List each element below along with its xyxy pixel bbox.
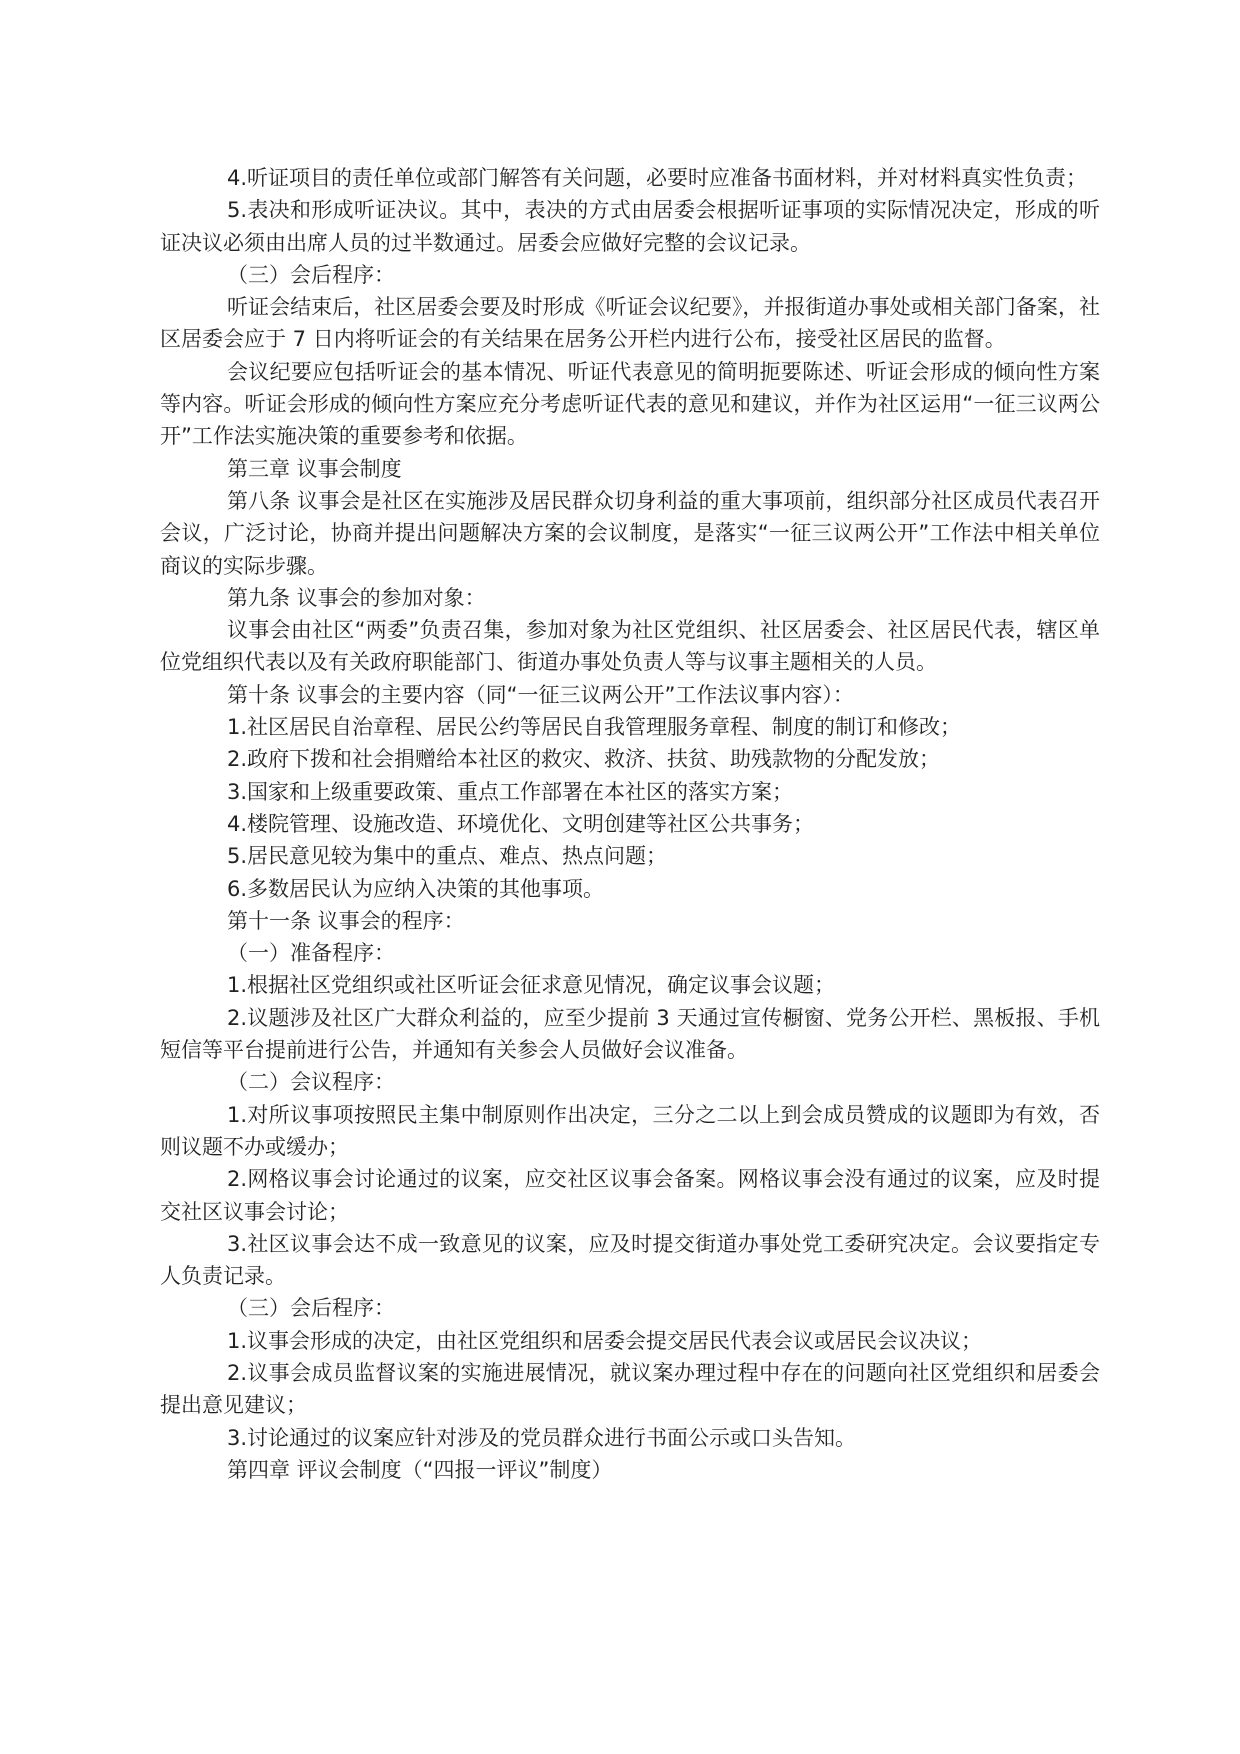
document-page xyxy=(160,162,1100,1486)
section-heading: （二）会议程序： xyxy=(227,1070,395,1095)
list-item: 2.网格议事会讨论通过的议案，应交社区议事会备案。网格议事会没有通过的议案，应及时提交社区议事会讨论； xyxy=(160,1167,1100,1224)
list-item: 4.楼院管理、设施改造、环境优化、文明创建等社区公共事务； xyxy=(227,811,815,836)
paragraph: 5.表决和形成听证决议。其中，表决的方式由居委会根据听证事项的实际情况决定，形成的听证决议必须由出席人员的过半数通过。居委会应做好完整的会议记录。 xyxy=(160,198,1100,255)
section-heading: （三）会后程序： xyxy=(227,1296,395,1321)
paragraph: 4.听证项目的责任单位或部门解答有关问题，必要时应准备书面材料，并对材料真实性负责； xyxy=(227,166,1088,190)
list-item: 5.居民意见较为集中的重点、难点、热点问题； xyxy=(227,844,668,869)
article-paragraph: 第八条 议事会是社区在实施涉及居民群众切身利益的重大事项前，组织部分社区成员代表召开会议，广泛讨论，协商并提出问题解决方案的会议制度，是落实“一征三议两公开”工作法中相关单位商议的实际步骤。 xyxy=(160,488,1100,578)
list-item: 2.议题涉及社区广大群众利益的，应至少提前 3 天通过宣传橱窗、党务公开栏、黑板报、手机短信等平台提前进行公告，并通知有关参会人员做好会议准备。 xyxy=(160,1005,1100,1063)
list-item: 2.议事会成员监督议案的实施进展情况，就议案办理过程中存在的问题向社区党组织和居委会提出意见建议； xyxy=(160,1360,1100,1418)
paragraph: 会议纪要应包括听证会的基本情况、听证代表意见的简明扼要陈述、听证会形成的倾向性方案等内容。听证会形成的倾向性方案应充分考虑听证代表的意见和建议，并作为社区运用“一征三议两公开”工作法实施决策的重要参考和依据。 xyxy=(160,359,1100,449)
list-item: 1.议事会形成的决定，由社区党组织和居委会提交居民代表会议或居民会议决议； xyxy=(227,1328,983,1353)
article-paragraph: 第十条 议事会的主要内容（同“一征三议两公开”工作法议事内容）： xyxy=(227,682,854,707)
list-item: 1.对所议事项按照民主集中制原则作出决定，三分之二以上到会成员赞成的议题即为有效，否则议题不办或缓办； xyxy=(160,1102,1100,1159)
list-item: 3.国家和上级重要政策、重点工作部署在本社区的落实方案； xyxy=(227,779,794,804)
chapter-heading: 第四章 评议会制度（“四报一评议”制度） xyxy=(227,1457,613,1482)
list-item: 1.根据社区党组织或社区听证会征求意见情况，确定议事会议题； xyxy=(227,973,836,998)
section-heading: （一）准备程序： xyxy=(227,941,395,966)
paragraph: 听证会结束后，社区居委会要及时形成《听证会议纪要》，并报街道办事处或相关部门备案，社区居委会应于 7 日内将听证会的有关结果在居务公开栏内进行公布，接受社区居民的监督。 xyxy=(160,295,1100,352)
article-paragraph: 第九条 议事会的参加对象： xyxy=(227,585,486,610)
chapter-heading: 第三章 议事会制度 xyxy=(227,456,402,481)
list-item: 3.讨论通过的议案应针对涉及的党员群众进行书面公示或口头告知。 xyxy=(227,1425,857,1450)
article-paragraph: 第十一条 议事会的程序： xyxy=(227,908,465,933)
section-heading: （三）会后程序： xyxy=(227,262,395,287)
list-item: 1.社区居民自治章程、居民公约等居民自我管理服务章程、制度的制订和修改； xyxy=(227,715,962,740)
list-item: 3.社区议事会达不成一致意见的议案，应及时提交街道办事处党工委研究决定。会议要指定专人负责记录。 xyxy=(160,1231,1100,1289)
paragraph: 议事会由社区“两委”负责召集，参加对象为社区党组织、社区居委会、社区居民代表，辖区单位党组织代表以及有关政府职能部门、街道办事处负责人等与议事主题相关的人员。 xyxy=(160,618,1100,675)
list-item: 2.政府下拨和社会捐赠给本社区的救灾、救济、扶贫、助残款物的分配发放； xyxy=(227,747,941,772)
list-item: 6.多数居民认为应纳入决策的其他事项。 xyxy=(227,876,605,901)
